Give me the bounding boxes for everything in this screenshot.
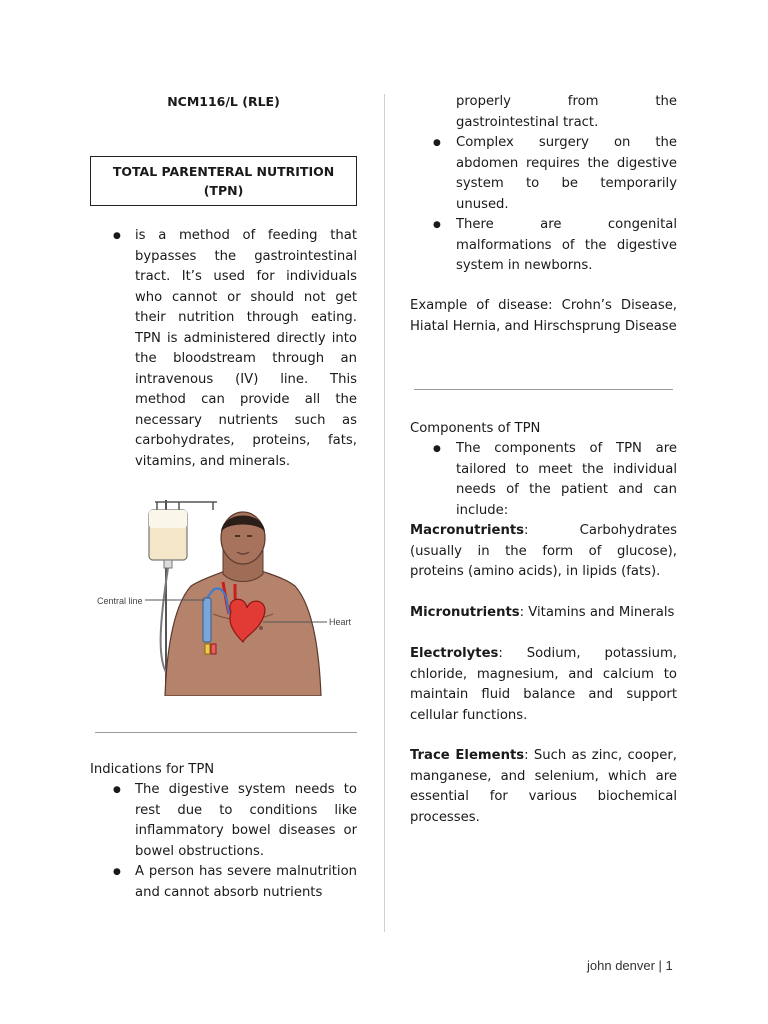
indications-heading: Indications for TPN bbox=[90, 762, 215, 777]
electrolytes-label: Electrolytes bbox=[410, 646, 499, 661]
central-line-label: Central line bbox=[97, 596, 143, 606]
example-diseases: Example of disease: Crohn’s Disease, Hiatal Hernia, and Hirschsprung Disease bbox=[410, 298, 677, 334]
list-item-text: properly from the gastrointestinal tract. bbox=[456, 94, 677, 130]
components-list bbox=[410, 439, 677, 521]
macronutrients-paragraph bbox=[410, 521, 677, 583]
intro-list bbox=[90, 226, 357, 472]
electrolytes-paragraph bbox=[410, 644, 677, 726]
list-item: ● A person has severe malnutrition and cannot absorb nutrients bbox=[90, 862, 357, 903]
micronutrients-paragraph bbox=[410, 603, 677, 624]
trace-elements-label: Trace Elements bbox=[410, 748, 525, 763]
heart-label: Heart bbox=[329, 617, 352, 627]
section-rule bbox=[414, 389, 673, 390]
macronutrients-label: Macronutrients bbox=[410, 523, 524, 538]
list-item: ● There are congenital malformations of the digestive system in newborns. bbox=[410, 215, 677, 277]
list-item: ● The components of TPN are tailored to meet the individual needs of the patient and can include: bbox=[410, 439, 677, 521]
page-footer: john denver | 1 bbox=[587, 958, 673, 973]
micronutrients-label: Micronutrients bbox=[410, 605, 520, 620]
list-item: ● The digestive system needs to rest due to conditions like inflammatory bowel diseases or bowel obstructions. bbox=[90, 780, 357, 862]
trace-elements-text: : Such as zinc, cooper, manganese, and selenium, which are essential for various biochemical processes. bbox=[410, 748, 677, 825]
components-heading: Components of TPN bbox=[410, 421, 541, 436]
indications-list-continued bbox=[410, 92, 677, 277]
list-item-continued bbox=[410, 92, 677, 133]
column-divider bbox=[384, 94, 385, 932]
intro-text: ● is a method of feeding that bypasses the gastrointestinal tract. It’s used for individuals who cannot or should not get their nutrition through eating. TPN is administered directly into the bloodstream through an intravenous (IV) line. This method can provide all the necessary nutrients such as carbohydrates, proteins, fats, vitamins, and minerals. bbox=[90, 226, 357, 472]
page-title bbox=[90, 156, 357, 206]
page-title-text: TOTAL PARENTERAL NUTRITION (TPN) bbox=[112, 164, 335, 198]
macronutrients-text: : Carbohydrates (usually in the form of glucose), proteins (amino acids), in lipids (fats). bbox=[410, 523, 677, 579]
course-code: NCM116/L (RLE) bbox=[167, 94, 280, 109]
micronutrients-text: : Vitamins and Minerals bbox=[519, 605, 675, 620]
list-item: ● Complex surgery on the abdomen requires the digestive system to be temporarily unused. bbox=[410, 133, 677, 215]
section-rule bbox=[95, 732, 357, 733]
tpn-diagram bbox=[95, 494, 357, 696]
electrolytes-text: : Sodium, potassium, chloride, magnesium, and calcium to maintain fluid balance and support cellular functions. bbox=[410, 646, 677, 723]
tpn-illustration bbox=[95, 494, 357, 696]
indications-list bbox=[90, 780, 357, 903]
trace-elements-paragraph bbox=[410, 746, 677, 828]
